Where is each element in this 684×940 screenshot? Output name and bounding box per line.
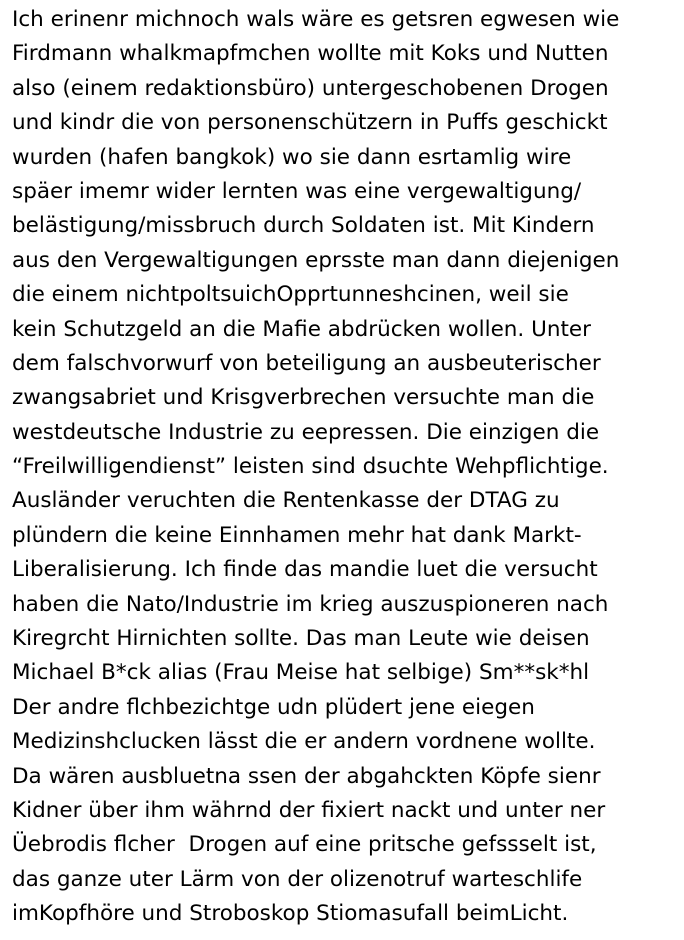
text-line: kein Schutzgeld an die Mafie abdrücken wollen. Unter: [12, 316, 591, 342]
text-line: späer imemr wider lernten was eine vergewaltigung/: [12, 178, 582, 204]
body-text: [12, 3, 680, 932]
text-line: “Freilwilligendienst” leisten sind dsuchte Wehpflichtige.: [12, 454, 609, 480]
text-line: zwangsabriet und Krisgverbrechen versuchte man die: [12, 385, 595, 411]
text-line: Ich erinenr michnoch wals wäre es getsren egwesen wie: [12, 7, 620, 32]
text-line: Ausländer veruchten die Rentenkasse der DTAG zu: [12, 488, 560, 514]
text-line: Firdmann whalkmapfmchen wollte mit Koks und Nutten: [12, 41, 609, 67]
text-line: und kindr die von personenschützern in Puffs geschickt: [12, 110, 608, 136]
text-line: Der andre flchbezichtge udn plüdert jene eiegen: [12, 694, 535, 720]
text-line: Liberalisierung. Ich finde das mandie luet die versucht: [12, 557, 598, 583]
text-line: aus den Vergewaltigungen eprsste man dann diejenigen: [12, 247, 620, 273]
text-line: Michael B*ck alias (Frau Meise hat selbige) Sm**sk*hl: [12, 660, 590, 686]
text-line: westdeutsche Industrie zu eepressen. Die einzigen die: [12, 419, 600, 445]
text-line: also (einem redaktionsbüro) untergeschobenen Drogen: [12, 75, 609, 101]
text-line: Medizinshclucken lässt die er andern vordnene wollte.: [12, 729, 596, 755]
text-line: das ganze uter Lärm von der olizenotruf warteschlife: [12, 866, 583, 892]
text-line: die einem nichtpoltsuichOpprtunneshcinen, weil sie: [12, 282, 569, 308]
text-line: Kiregrcht Hirnichten sollte. Das man Leute wie deisen: [12, 626, 590, 652]
text-line: wurden (hafen bangkok) wo sie dann esrtamlig wire: [12, 144, 572, 170]
text-line: haben die Nato/Industrie im krieg auszuspioneren nach: [12, 591, 609, 617]
text-line: plündern die keine Einnhamen mehr hat dank Markt-: [12, 522, 582, 548]
text-line: dem falschvorwurf von beteiligung an ausbeuterischer: [12, 350, 601, 376]
text-line: Üebrodis flcher Drogen auf eine pritsche gefssselt ist,: [12, 832, 597, 858]
text-line: imKopfhöre und Stroboskop Stiomasufall beimLicht.: [12, 901, 569, 927]
text-line: Kidner über ihm währnd der fixiert nackt und unter ner: [12, 797, 606, 823]
text-line: Da wären ausbluetna ssen der abgahckten Köpfe sienr: [12, 763, 601, 789]
text-line: belästigung/missbruch durch Soldaten ist. Mit Kindern: [12, 213, 595, 239]
